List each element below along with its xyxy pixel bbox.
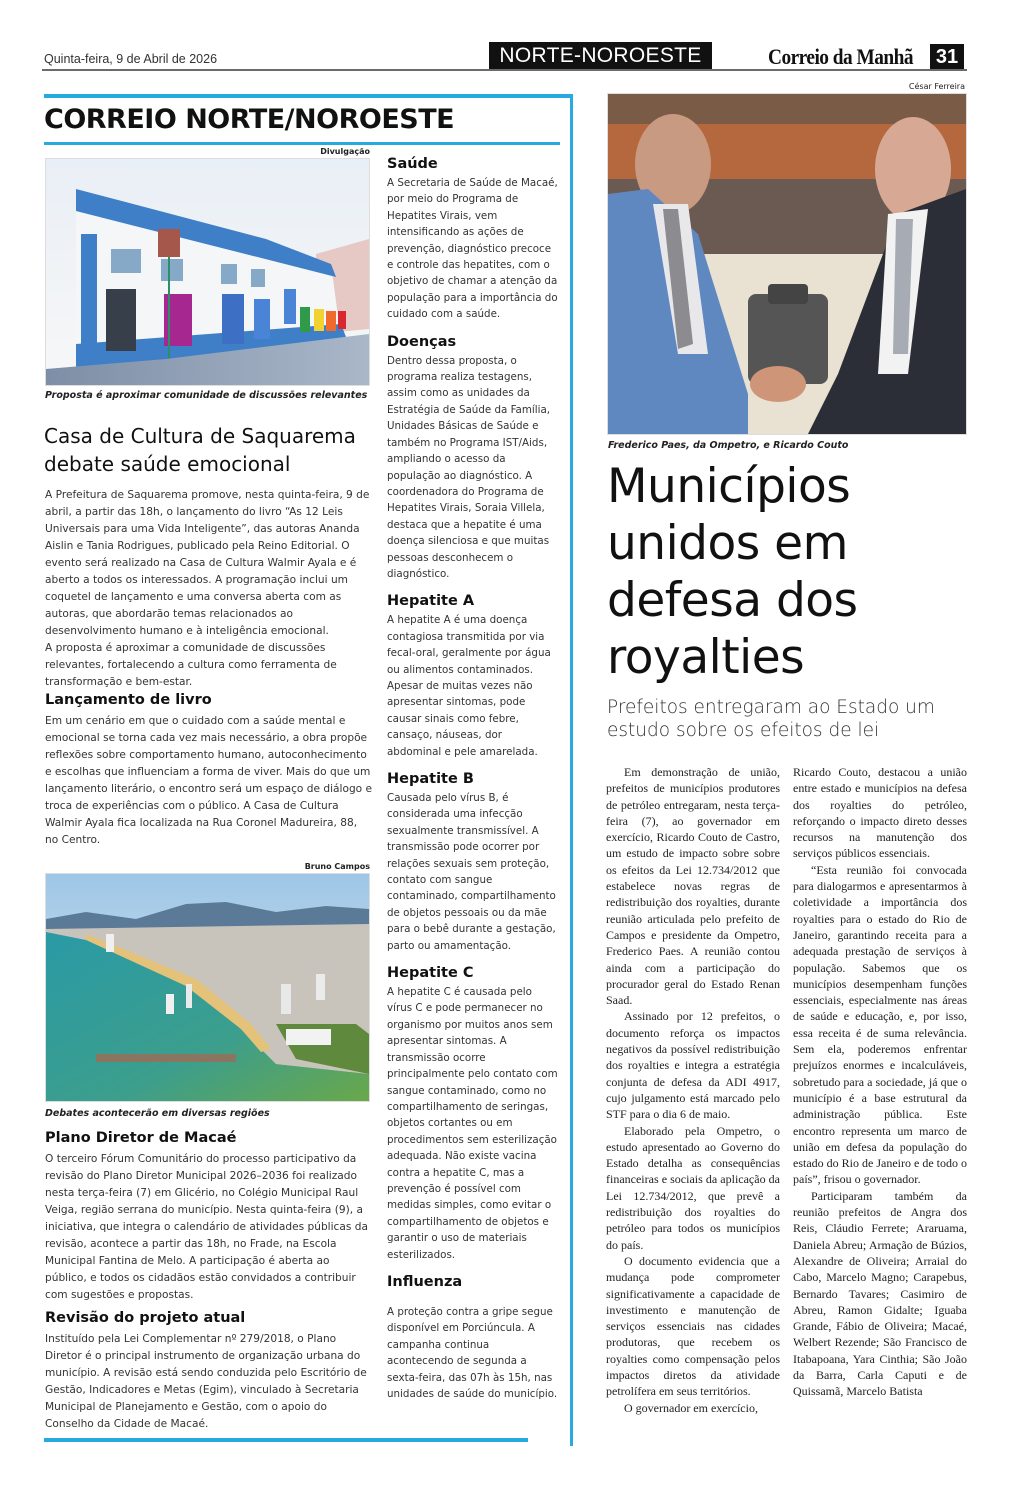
article-column-1 [606, 764, 780, 1416]
photo-credit: Bruno Campos [304, 862, 370, 871]
box-title-divider [44, 142, 560, 145]
subheading: Revisão do projeto atual [45, 1310, 246, 1326]
box-top-border [44, 94, 573, 98]
main-headline: Municípios unidos em defesa dos royalties [607, 459, 858, 685]
subheading: Hepatite A [387, 593, 475, 610]
photo-credit: César Ferreira [908, 82, 965, 91]
header-divider [42, 69, 967, 71]
subheading: Hepatite B [387, 771, 474, 787]
paragraph: Causada pelo vírus B, é considerada uma infecção sexualmente transmissível. A transmissão pode ocorrer por relações sexuais sem proteção, contato com sangue contaminado, compartilhamento de objetos pessoais ou da mãe para o bebê durante a gestação, parto ou amamentação. [387, 792, 556, 952]
paragraph: Em um cenário em que o cuidado com a saúde mental e emocional se torna cada vez mais necessário, a obra propõe reflexões sobre comportamento humano, autoconhecimento e escolhas que influenciam a forma de viver. Mais do que um lançamento literário, o encontro será um espaço de diálogo e troca de experiências com o público. A Casa de Cultura Walmir Ayala fica localizada na Rua Coronel Madureira, 88, no Centro. [45, 715, 373, 846]
subheading: Saúde [387, 156, 438, 172]
paragraph: O governador em exercício, [624, 1400, 758, 1415]
photo-caption: Proposta é aproximar comunidade de discussões relevantes [45, 390, 368, 401]
paragraph: O terceiro Fórum Comunitário do processo participativo da revisão do Plano Diretor Municipal 2026–2036 foi realizado nesta terça-feira (7) em Glicério, no Colégio Municipal Raul Veiga, região serrana do município. Nesta quinta-feira (9), a iniciativa, que integra o calendário de atividades públicas da revisão, acontece a partir das 18h, no Frade, na Escola Municipal Fantina de Melo. A participação é aberta ao público, e todos os cidadãos estão convidados a contribuir com sugestões e propostas. [45, 1153, 368, 1301]
paragraph: A proteção contra a gripe segue disponível em Porciúncula. A campanha continua acontecendo de segunda a sexta-feira, das 07h às 15h, nas unidades de saúde do município. [387, 1305, 558, 1400]
issue-date: Quinta-feira, 9 de Abril de 2026 [44, 52, 218, 66]
paragraph: Assinado por 12 prefeitos, o documento reforça os impactos negativos da possível redistribuição dos royalties e integra a estratégia conjunta de defesa da ADI 4917, cujo julgamento está marcado pelo STF para o dia 6 de maio. [606, 1009, 780, 1122]
subheading: Hepatite C [387, 965, 474, 982]
paragraph: “Esta reunião foi convocada para dialogarmos e apresentarmos à coletividade a importância dos royalties para o estado do Rio de Janeiro, garantindo receita para a adequada prestação de serviços à população. Sabemos que os municípios desempenham funções essenciais, especialmente nas áreas de saúde e educação, e, por isso, essa receita é de suma relevância. Sem ela, poderemos enfrentar prejuízos enormes e incalculáveis, sobretudo para a sociedade, já que o município é a base estrutural da administração pública. Este encontro representa um marco de união em defesa da população do estado do Rio de Janeiro e de todo o país”, frisou o governador. [793, 862, 967, 1187]
newspaper-brand-logo: Correio da Manhã [768, 44, 914, 69]
paragraph: Ricardo Couto, destacou a união entre estado e municípios na defesa dos royalties do petróleo, reforçando o impacto direto desses recursos na manutenção dos serviços públicos essenciais. [793, 765, 967, 861]
paragraph: A hepatite A é uma doença contagiosa transmitida por via fecal-oral, geralmente por água ou alimentos contaminados. Apesar de muitas vezes não apresentar sintomas, pode causar sinais como febre, cansaço, náuseas, dor abdominal e pele amarelada. [387, 614, 551, 758]
subheading: Influenza [387, 1273, 463, 1290]
photo-caption: Debates acontecerão em diversas regiões [45, 1108, 270, 1119]
box-right-border [570, 94, 573, 1446]
photo-caption: Frederico Paes, da Ompetro, e Ricardo Couto [608, 440, 849, 451]
paragraph: Elaborado pela Ompetro, o estudo apresentado ao Governo do Estado detalha as consequências financeiras e sociais da aplicação da Lei 12.734/2012, que prevê a redistribuição dos royalties do petróleo para todos os municípios do país. [606, 1123, 780, 1252]
story-headline: Casa de Cultura de Saquarema debate saúde emocional [44, 424, 356, 476]
subheading: Plano Diretor de Macaé [45, 1130, 237, 1146]
paragraph: O documento evidencia que a mudança pode comprometer significativamente a capacidade de investimento e manutenção de serviços essenciais nas cidades produtoras, que recebem os royalties como compensação pelos impactos diretos da atividade petrolífera em seus territórios. [606, 1253, 780, 1399]
paragraph: Dentro dessa proposta, o programa realiza testagens, assim como as unidades da Estratégia de Saúde da Família, Unidades Básicas de Saúde e também no Programa IST/Aids, ampliando o acesso da população ao diagnóstico. A coordenadora do Programa de Hepatites Virais, Soraia Villela, destaca que a hepatite é uma doença silenciosa e que muitas pessoas desconhecem o diagnóstico. [387, 354, 551, 580]
photo-credit: Divulgação [320, 147, 370, 156]
health-column [387, 156, 559, 1402]
section-label: NORTE-NOROESTE [489, 42, 712, 70]
main-subheadline: Prefeitos entregaram ao Estado um estudo sobre os efeitos de lei [607, 697, 935, 741]
culture-house-photo [45, 158, 370, 386]
story-body [45, 487, 373, 691]
page-number: 31 [930, 44, 964, 70]
article-column-2 [793, 764, 967, 1400]
handshake-photo [607, 93, 967, 435]
coastline-photo [45, 873, 370, 1102]
paragraph: A hepatite C é causada pelo vírus C e pode permanecer no organismo por muitos anos sem apresentar sintomas. A transmissão ocorre principalmente pelo contato com sangue contaminado, como no compartilhamento de seringas, objetos cortantes ou em procedimentos sem esterilização adequada. Não existe vacina contra a hepatite C, mas a prevenção é possível com medidas simples, como evitar o compartilhamento de objetos e garantir o uso de materiais esterilizados. [387, 986, 558, 1261]
paragraph: Em demonstração de união, prefeitos de municípios produtores de petróleo entregaram, nesta terça-feira (7), ao governador em exercício, Ricardo Couto de Castro, um estudo de impacto sobre sobre os efeitos da Lei 12.734/2012 que estabelece novas regras de redistribuição dos royalties, durante reunião articulada pelo prefeito de Campos e presidente da Ompetro, Frederico Paes. A reunião contou ainda com a participação do procurador geral do Estado Renan Saad. [606, 765, 780, 1008]
paragraph: A proposta é aproximar a comunidade de discussões relevantes, fortalecendo a cultura como ferramenta de transformação e bem-estar. [45, 642, 337, 688]
paragraph: Participaram também da reunião prefeitos de Angra dos Reis, Cláudio Ferrete; Araruama, Daniela Abreu; Armação de Búzios, Alexandre de Oliveira; Arraial do Cabo, Marcelo Magno; Carapebus, Bernardo Tavares; Casimiro de Abreu, Ramon Gidalte; Iguaba Grande, Fábio de Oliveira; Macaé, Welbert Rezende; São Francisco de Itabapoana, Yara Cinthia; São João da Barra, Carla Caputi e de Quissamã, Marcelo Batista [793, 1188, 967, 1399]
subheading: Lançamento de livro [45, 692, 212, 708]
box-title: CORREIO NORTE/NOROESTE [44, 104, 455, 135]
paragraph: Instituído pela Lei Complementar nº 279/2018, o Plano Diretor é o principal instrumento de organização urbana do município. A revisão está sendo conduzida pelo Escritório de Gestão, Indicadores e Metas (Egim), vinculado à Secretaria Municipal de Planejamento e Gestão, com o apoio do Conselho da Cidade de Macaé. [45, 1333, 367, 1430]
paragraph: A Prefeitura de Saquarema promove, nesta quinta-feira, 9 de abril, a partir das 18h, o lançamento do livro “As 12 Leis Universais para uma Vida Inteligente”, das autoras Ananda Aislin e Tania Rodrigues, publicado pela Reino Editorial. O evento será realizado na Casa de Cultura Walmir Ayala e é aberto a todos os interessados. A programação inclui um coquetel de lançamento e uma conversa aberta com as autoras, que abordarão temas relacionados ao desenvolvimento humano e à inteligência emocional. [45, 489, 370, 637]
subheading: Doenças [387, 333, 457, 350]
box-bottom-border [44, 1438, 528, 1442]
paragraph: A Secretaria de Saúde de Macaé, por meio do Programa de Hepatites Virais, vem intensificando as ações de prevenção, diagnóstico precoce e controle das hepatites, com o objetivo de chamar a atenção da população para a importância do cuidado com a saúde. [387, 177, 558, 321]
